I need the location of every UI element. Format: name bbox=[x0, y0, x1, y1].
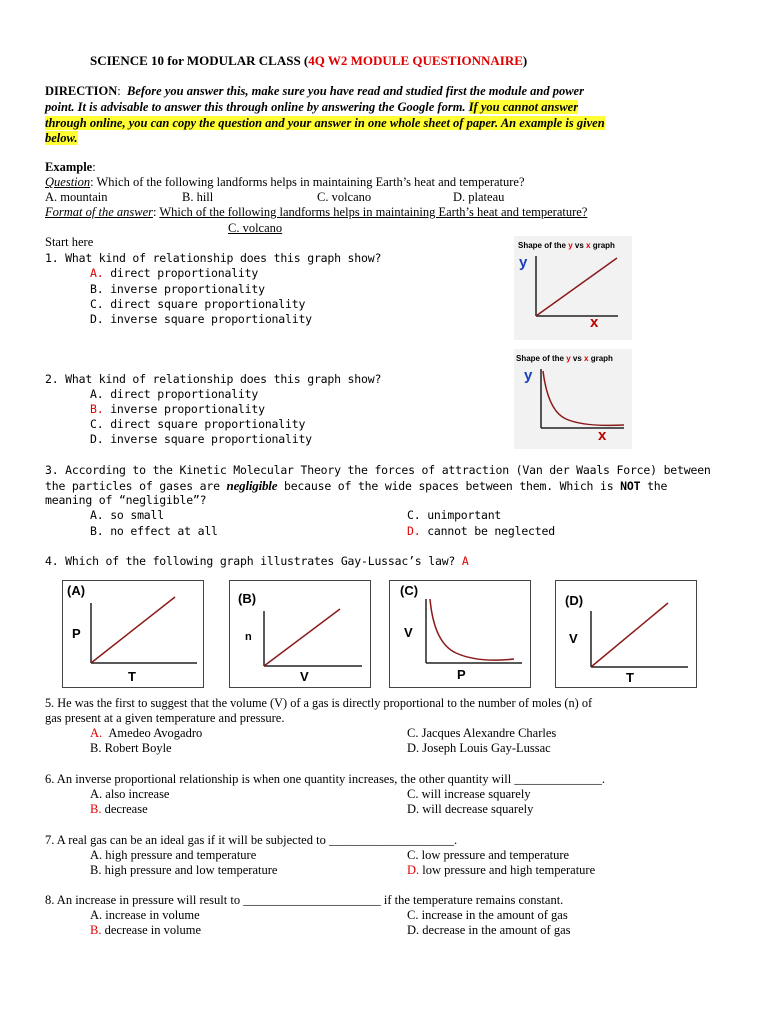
q4-graph-b-tag: (B) bbox=[238, 591, 257, 606]
q7-choice-b: B. high pressure and low temperature bbox=[90, 863, 278, 877]
q5-choice-b: B. Robert Boyle bbox=[90, 741, 172, 755]
q3-choice-b: B. no effect at all bbox=[90, 524, 218, 538]
q2-choice-a: A. direct proportionality bbox=[90, 387, 259, 401]
q4-graph-c-plot bbox=[390, 581, 530, 687]
q4-graph-a-tag: (A) bbox=[67, 583, 86, 598]
q4-graph-c-curve bbox=[430, 599, 514, 660]
q6-choice-a: A. also increase bbox=[90, 787, 170, 801]
example-format-answer: C. volcano bbox=[228, 221, 283, 235]
q4-graph-a-xlabel: T bbox=[128, 669, 136, 684]
q3-choice-c: C. unimportant bbox=[407, 508, 502, 522]
direction-line-1: DIRECTION: Before you answer this, make sure you have read and studied first the module and power bbox=[45, 84, 584, 98]
q1-graph-plot bbox=[514, 236, 632, 340]
start-here: Start here bbox=[45, 235, 94, 249]
q7-line-1: 7. A real gas can be an ideal gas if it will be subjected to ____________________. bbox=[45, 833, 458, 847]
q2-graph-title: Shape of the y vs x graph bbox=[516, 354, 613, 363]
q4-graph-b-line bbox=[264, 609, 340, 666]
q1-choice-d: D. inverse square proportionality bbox=[90, 312, 312, 326]
q2-choice-b: B. inverse proportionality bbox=[90, 402, 265, 416]
q3-line-2: the particles of gases are negligible because of the wide spaces between them. Which is NOT the bbox=[45, 478, 668, 493]
q4-graph-b-ylabel: n bbox=[245, 631, 252, 643]
q7-choice-a: A. high pressure and temperature bbox=[90, 848, 257, 862]
q4-graph-b-xlabel: V bbox=[300, 669, 309, 684]
q1-y-label: y bbox=[519, 254, 528, 271]
q1-graph bbox=[514, 236, 632, 340]
q4-graph-d bbox=[555, 580, 697, 688]
q2-question: 2. What kind of relationship does this graph show? bbox=[45, 372, 382, 386]
q3-line-1: 3. According to the Kinetic Molecular Theory the forces of attraction (Van der Waals Force) between bbox=[45, 463, 711, 477]
example-choice-a: A. mountain bbox=[45, 190, 108, 204]
q4-graph-c-ylabel: V bbox=[404, 625, 413, 640]
q7-choice-c: C. low pressure and temperature bbox=[407, 848, 570, 862]
q5-line-1: 5. He was the first to suggest that the volume (V) of a gas is directly proportional to the number of moles (n) of bbox=[45, 696, 593, 710]
q8-choice-d: D. decrease in the amount of gas bbox=[407, 923, 571, 937]
q4-graph-d-line bbox=[591, 603, 668, 667]
q4-graph-d-xlabel: T bbox=[626, 670, 634, 685]
q6-line-1: 6. An inverse proportional relationship is when one quantity increases, the other quantity will ______________. bbox=[45, 772, 605, 786]
q5-choice-c: C. Jacques Alexandre Charles bbox=[407, 726, 557, 740]
q5-choice-d: D. Joseph Louis Gay-Lussac bbox=[407, 741, 551, 755]
q2-x-label: x bbox=[598, 427, 607, 444]
q5-line-2: gas present at a given temperature and pressure. bbox=[45, 711, 285, 725]
q4-graph-a bbox=[62, 580, 204, 688]
q4-graph-a-plot bbox=[63, 581, 203, 687]
q1-choice-b: B. inverse proportionality bbox=[90, 282, 265, 296]
q1-choice-a: A. direct proportionality bbox=[90, 266, 259, 280]
q4-graph-c-xlabel: P bbox=[457, 667, 466, 682]
example-choice-c: C. volcano bbox=[317, 190, 372, 204]
q4-graph-b-plot bbox=[230, 581, 370, 687]
example-choice-b: B. hill bbox=[182, 190, 214, 204]
q2-choice-c: C. direct square proportionality bbox=[90, 417, 306, 431]
direction-line-2: point. It is advisable to answer this through online by answering the Google form. If you cannot answer bbox=[45, 100, 579, 114]
q6-choice-c: C. will increase squarely bbox=[407, 787, 531, 801]
direction-line-4: below. bbox=[45, 131, 78, 145]
q8-choice-c: C. increase in the amount of gas bbox=[407, 908, 568, 922]
q2-graph bbox=[514, 349, 632, 449]
q2-curve bbox=[543, 371, 624, 425]
q8-choice-a: A. increase in volume bbox=[90, 908, 200, 922]
q2-graph-plot bbox=[514, 349, 632, 449]
q4-graph-d-tag: (D) bbox=[565, 593, 584, 608]
q3-choice-d: D. cannot be neglected bbox=[407, 524, 555, 538]
q3-line-3: meaning of “negligible”? bbox=[45, 493, 207, 507]
example-question: Question: Which of the following landforms helps in maintaining Earth’s heat and temperature? bbox=[45, 175, 525, 189]
page-title: SCIENCE 10 for MODULAR CLASS (4Q W2 MODULE QUESTIONNAIRE) bbox=[90, 53, 528, 68]
q1-graph-title: Shape of the y vs x graph bbox=[518, 241, 615, 250]
example-format: Format of the answer: Which of the following landforms helps in maintaining Earth’s heat and temperature? bbox=[45, 205, 588, 219]
q2-y-label: y bbox=[524, 367, 533, 384]
q1-question: 1. What kind of relationship does this graph show? bbox=[45, 251, 382, 265]
q1-x-label: x bbox=[590, 314, 599, 331]
q4-graph-d-plot bbox=[556, 581, 696, 687]
q4-graph-c-tag: (C) bbox=[400, 583, 419, 598]
q7-choice-d: D. low pressure and high temperature bbox=[407, 863, 596, 877]
q2-choice-d: D. inverse square proportionality bbox=[90, 432, 312, 446]
q4-graph-a-ylabel: P bbox=[72, 626, 81, 641]
q4-graph-b bbox=[229, 580, 371, 688]
q8-line-1: 8. An increase in pressure will result to ______________________ if the temperature remains constant. bbox=[45, 893, 564, 907]
q6-choice-b: B. decrease bbox=[90, 802, 148, 816]
example-label: Example: bbox=[45, 160, 96, 174]
q8-choice-b: B. decrease in volume bbox=[90, 923, 202, 937]
q6-choice-d: D. will decrease squarely bbox=[407, 802, 534, 816]
example-choice-d: D. plateau bbox=[453, 190, 505, 204]
q4-question: 4. Which of the following graph illustrates Gay-Lussac’s law? A bbox=[45, 554, 469, 568]
q4-graph-a-line bbox=[91, 597, 175, 663]
q5-choice-a: A. Amedeo Avogadro bbox=[90, 726, 203, 740]
q4-graph-c bbox=[389, 580, 531, 688]
q3-choice-a: A. so small bbox=[90, 508, 164, 522]
q1-line bbox=[536, 258, 617, 316]
q4-graph-d-ylabel: V bbox=[569, 631, 578, 646]
direction-line-3: through online, you can copy the question and your answer in one whole sheet of paper. An example is given bbox=[45, 116, 605, 130]
q1-choice-c: C. direct square proportionality bbox=[90, 297, 306, 311]
